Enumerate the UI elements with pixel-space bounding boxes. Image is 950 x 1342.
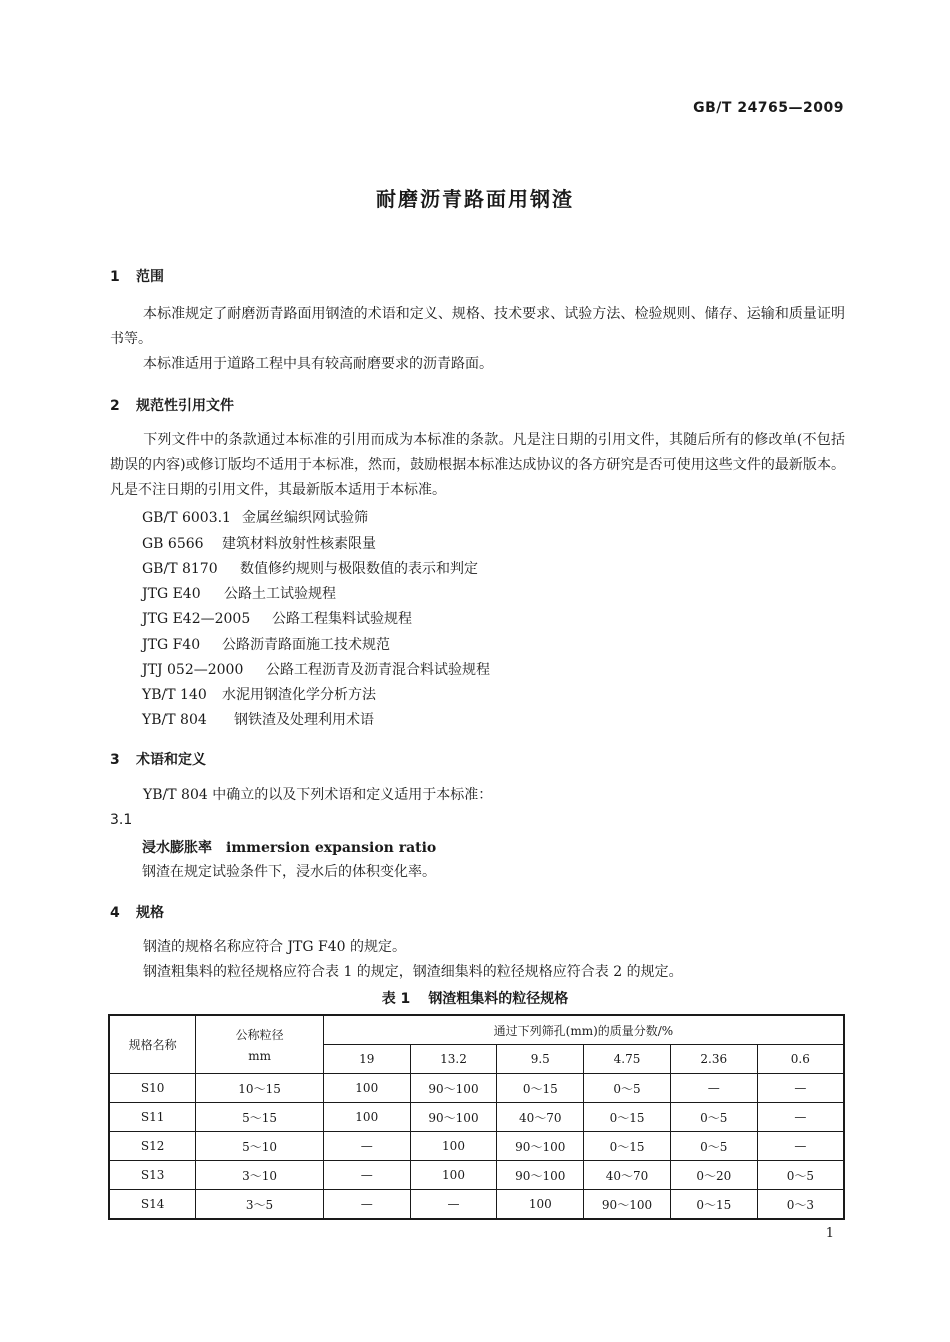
table-cell: 100 xyxy=(323,1103,410,1132)
table-row xyxy=(109,1132,844,1161)
column-header: 规格名称 xyxy=(109,1015,196,1074)
section-2-heading xyxy=(110,395,234,415)
table-cell: S11 xyxy=(109,1103,196,1132)
paragraph-text: 下列文件中的条款通过本标准的引用而成为本标准的条款。凡是注日期的引用文件，其随后所有的修改单(不包括勘误的内容)或修订版均不适用于本标准，然而，鼓励根据本标准达成协议的各方研究是否可使用这些文件的最新版本。凡是不注日期的引用文件，其最新版本适用于本标准。 xyxy=(110,432,845,498)
table-cell: S13 xyxy=(109,1161,196,1190)
table-caption xyxy=(0,988,950,1008)
term-entry xyxy=(142,837,436,857)
table-cell: 40～70 xyxy=(584,1161,671,1190)
table-cell: 0～5 xyxy=(670,1103,757,1132)
table-cell: 90～100 xyxy=(497,1132,584,1161)
table-cell: 3～10 xyxy=(196,1161,324,1190)
sieve-header: 19 xyxy=(323,1045,410,1074)
reference-item xyxy=(142,709,374,729)
reference-title: 公路工程沥青及沥青混合料试验规程 xyxy=(266,662,490,678)
section-number: 3 xyxy=(110,752,120,768)
document-title: 耐磨沥青路面用钢渣 xyxy=(376,187,574,211)
table-cell: — xyxy=(323,1190,410,1220)
table-cell: — xyxy=(323,1161,410,1190)
table-header-row xyxy=(109,1015,844,1045)
section-1-heading xyxy=(110,266,164,286)
reference-item xyxy=(142,507,368,527)
section-2-intro xyxy=(110,428,845,503)
sieve-header: 4.75 xyxy=(584,1045,671,1074)
reference-code: GB/T 6003.1 xyxy=(142,510,231,526)
table-label: 表 1 xyxy=(381,991,411,1007)
table-row xyxy=(109,1103,844,1132)
reference-title: 公路沥青路面施工技术规范 xyxy=(222,637,390,653)
section-number: 2 xyxy=(110,398,120,414)
table-cell: 0～15 xyxy=(670,1190,757,1220)
column-header-unit: mm xyxy=(248,1049,271,1063)
table-cell: — xyxy=(757,1074,844,1103)
table-caption-text: 钢渣粗集料的粒径规格 xyxy=(428,991,569,1007)
paragraph-text: 本标准适用于道路工程中具有较高耐磨要求的沥青路面。 xyxy=(143,356,493,372)
section-number: 1 xyxy=(110,269,120,285)
reference-item xyxy=(142,533,376,553)
term-definition: 钢渣在规定试验条件下，浸水后的体积变化率。 xyxy=(142,864,436,880)
reference-item xyxy=(142,634,390,654)
table-cell: — xyxy=(757,1103,844,1132)
reference-code: JTJ 052—2000 xyxy=(142,662,244,678)
table-cell: 90～100 xyxy=(410,1074,497,1103)
table-cell: 0～15 xyxy=(497,1074,584,1103)
section-title: 范围 xyxy=(136,269,164,285)
table-row xyxy=(109,1074,844,1103)
section-4-heading xyxy=(110,902,164,922)
reference-title: 钢铁渣及处理利用术语 xyxy=(234,712,374,728)
reference-title: 公路土工试验规程 xyxy=(224,586,336,602)
term-chinese: 浸水膨胀率 xyxy=(142,840,212,856)
table-cell: 0～5 xyxy=(757,1161,844,1190)
section-title: 术语和定义 xyxy=(136,752,206,768)
table-cell: 5～15 xyxy=(196,1103,324,1132)
reference-code: JTG E40 xyxy=(142,586,201,602)
table-cell: 90～100 xyxy=(497,1161,584,1190)
table-cell: 90～100 xyxy=(410,1103,497,1132)
reference-code: JTG F40 xyxy=(142,637,201,653)
reference-item xyxy=(142,583,336,603)
table-cell: 0～15 xyxy=(584,1132,671,1161)
table-cell: 100 xyxy=(410,1161,497,1190)
table-cell: — xyxy=(410,1190,497,1220)
paragraph-text: 本标准规定了耐磨沥青路面用钢渣的术语和定义、规格、技术要求、试验方法、检验规则、储存、运输和质量证明书等。 xyxy=(110,306,845,347)
reference-title: 数值修约规则与极限数值的表示和判定 xyxy=(240,561,478,577)
reference-code: YB/T 804 xyxy=(142,712,207,728)
table-cell: 0～5 xyxy=(670,1132,757,1161)
table-row xyxy=(109,1190,844,1220)
table-cell: S12 xyxy=(109,1132,196,1161)
paragraph-text: 钢渣的规格名称应符合 JTG F40 的规定。 xyxy=(143,939,407,955)
reference-item xyxy=(142,558,478,578)
section-1-paragraph-1 xyxy=(110,302,845,352)
reference-item xyxy=(142,608,412,628)
table-cell: S14 xyxy=(109,1190,196,1220)
section-1-paragraph-2 xyxy=(110,352,845,377)
table-cell: 100 xyxy=(497,1190,584,1220)
standard-number: GB/T 24765—2009 xyxy=(693,100,844,116)
table-cell: S10 xyxy=(109,1074,196,1103)
subsection-number: 3.1 xyxy=(110,812,133,828)
section-3-heading xyxy=(110,749,206,769)
section-title: 规范性引用文件 xyxy=(136,398,234,414)
table-cell: 0～3 xyxy=(757,1190,844,1220)
table-cell: 5～10 xyxy=(196,1132,324,1161)
reference-title: 公路工程集料试验规程 xyxy=(272,611,412,627)
reference-code: YB/T 140 xyxy=(142,687,207,703)
section-number: 4 xyxy=(110,905,120,921)
table-cell: — xyxy=(757,1132,844,1161)
paragraph-text: 钢渣粗集料的粒径规格应符合表 1 的规定，钢渣细集料的粒径规格应符合表 2 的规定。 xyxy=(143,964,683,980)
table-cell: 0～15 xyxy=(584,1103,671,1132)
section-title: 规格 xyxy=(136,905,164,921)
sieve-header: 0.6 xyxy=(757,1045,844,1074)
term-english: immersion expansion ratio xyxy=(226,840,437,856)
reference-code: JTG E42—2005 xyxy=(142,611,251,627)
particle-size-table xyxy=(108,1014,845,1220)
table-cell: — xyxy=(323,1132,410,1161)
table-row xyxy=(109,1161,844,1190)
reference-item xyxy=(142,684,376,704)
section-4-paragraph-1 xyxy=(110,935,845,960)
table-cell: 0～5 xyxy=(584,1074,671,1103)
reference-code: GB/T 8170 xyxy=(142,561,218,577)
column-header-text: 公称粒径 xyxy=(235,1028,284,1042)
table-cell: 90～100 xyxy=(584,1190,671,1220)
reference-code: GB 6566 xyxy=(142,536,204,552)
table-cell: 40～70 xyxy=(497,1103,584,1132)
paragraph-text: YB/T 804 中确立的以及下列术语和定义适用于本标准： xyxy=(143,787,493,803)
sieve-header: 2.36 xyxy=(670,1045,757,1074)
reference-title: 金属丝编织网试验筛 xyxy=(242,510,368,526)
table-cell: 100 xyxy=(323,1074,410,1103)
table-cell: — xyxy=(670,1074,757,1103)
sieve-header: 13.2 xyxy=(410,1045,497,1074)
reference-title: 建筑材料放射性核素限量 xyxy=(222,536,376,552)
sieve-header: 9.5 xyxy=(497,1045,584,1074)
table-cell: 10～15 xyxy=(196,1074,324,1103)
reference-item xyxy=(142,659,490,679)
section-4-paragraph-2 xyxy=(110,960,845,985)
table-cell: 0～20 xyxy=(670,1161,757,1190)
column-header: 通过下列筛孔(mm)的质量分数/% xyxy=(323,1015,844,1045)
reference-title: 水泥用钢渣化学分析方法 xyxy=(222,687,376,703)
table-cell: 3～5 xyxy=(196,1190,324,1220)
table-cell: 100 xyxy=(410,1132,497,1161)
section-3-intro xyxy=(110,783,845,808)
column-header xyxy=(196,1015,324,1074)
page-number: 1 xyxy=(825,1226,834,1241)
